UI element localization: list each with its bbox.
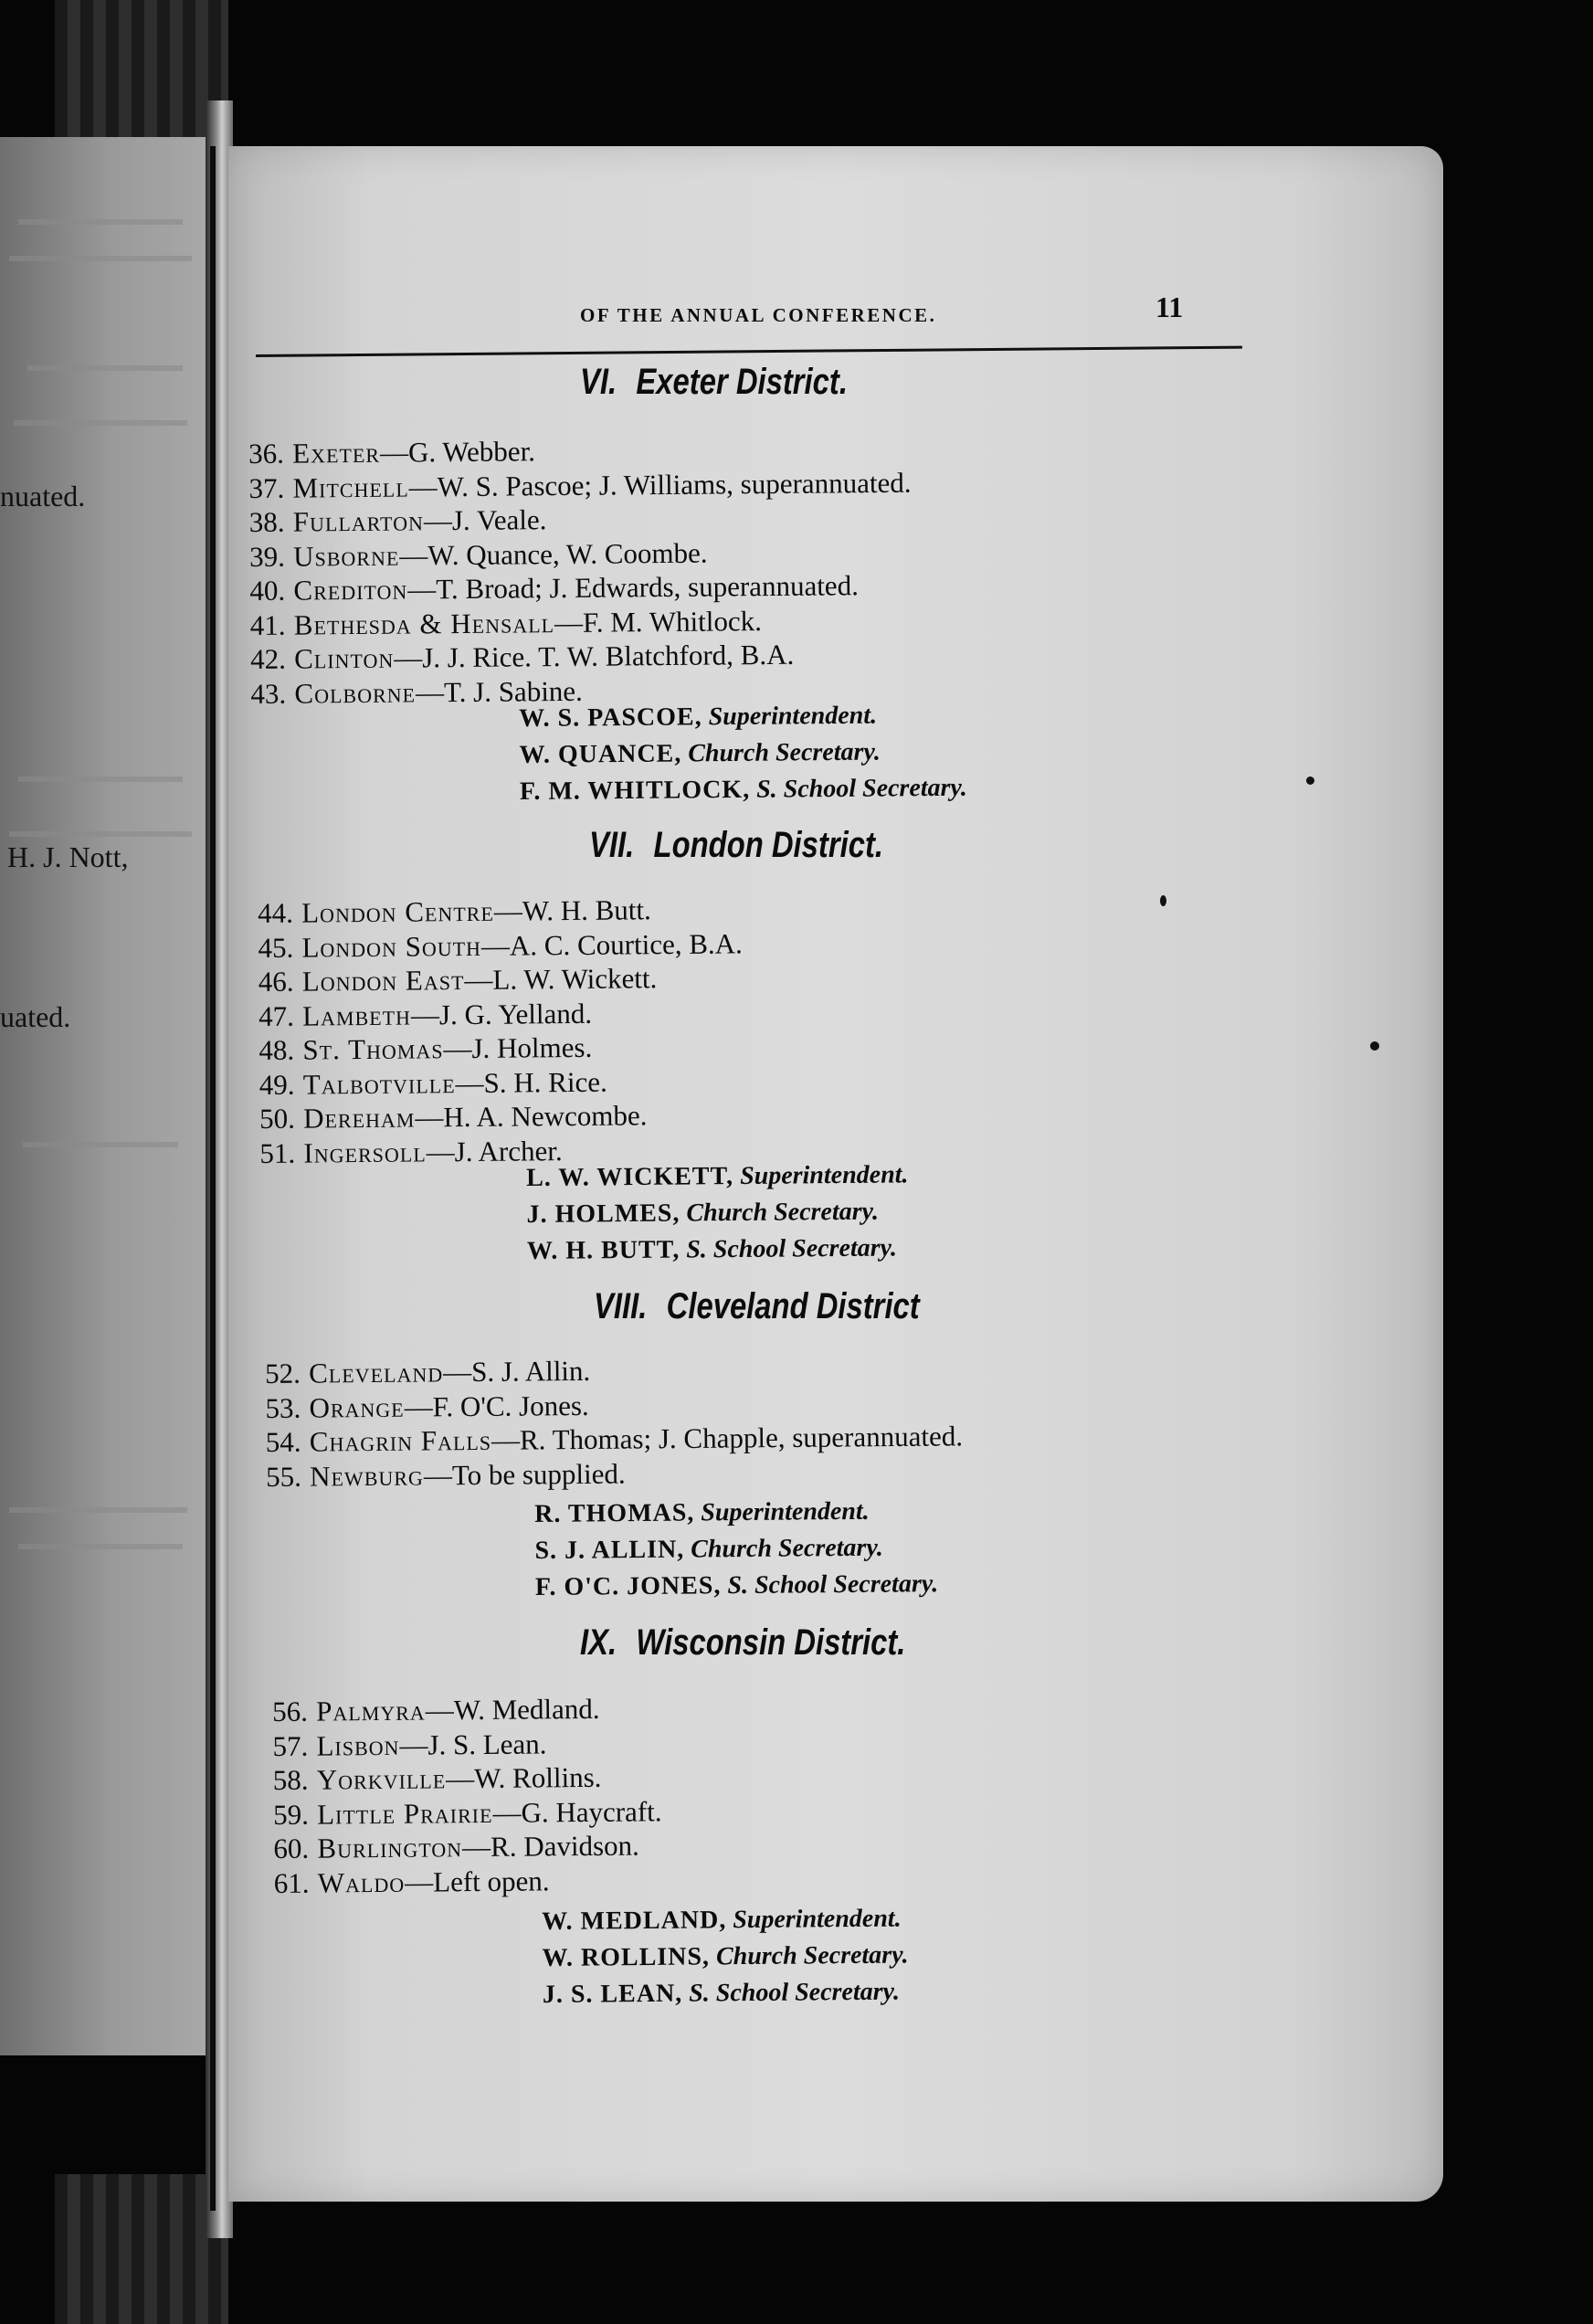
circuit-list	[258, 892, 744, 1170]
circuit-number: 51.	[259, 1136, 296, 1169]
circuit-number: 59.	[272, 1798, 310, 1831]
circuit-number: 46.	[258, 965, 294, 998]
district-officer	[527, 1230, 910, 1270]
officer-name: W. ROLLINS,	[542, 1942, 711, 1972]
circuit-number: 44.	[258, 896, 294, 929]
officer-name: W. MEDLAND,	[542, 1906, 727, 1936]
header-rule	[256, 346, 1242, 357]
district-heading	[594, 1286, 920, 1327]
binding-top	[55, 0, 228, 137]
station-name: Orange	[309, 1390, 405, 1424]
officer-name: R. THOMAS,	[534, 1498, 695, 1528]
ministers: —J. Veale.	[423, 503, 547, 537]
left-page-fragment: uated.	[0, 1000, 71, 1033]
district-officer	[542, 1937, 908, 1976]
ministers: —F. M. Whitlock.	[554, 604, 763, 639]
circuit-entry	[258, 1029, 744, 1067]
district-name: Wisconsin District.	[636, 1622, 906, 1663]
station-name: Usborne	[292, 539, 400, 573]
circuit-entry	[248, 465, 911, 505]
district-officer	[520, 770, 967, 810]
officer-role: S. School Secretary.	[689, 1977, 901, 2008]
circuit-number: 43.	[250, 677, 287, 710]
officer-name: W. QUANCE,	[519, 739, 682, 769]
officer-list	[542, 1901, 909, 2013]
ministers: —S. J. Allin.	[442, 1354, 591, 1389]
station-name: Palmyra	[316, 1694, 426, 1727]
circuit-entry	[266, 1453, 964, 1494]
left-page-edge	[0, 137, 206, 2055]
station-name: Colborne	[294, 675, 417, 710]
circuit-number: 39.	[248, 540, 286, 573]
circuit-number: 56.	[272, 1695, 309, 1727]
officer-role: Superintendent.	[733, 1904, 902, 1935]
circuit-entry	[249, 568, 912, 608]
district-heading	[580, 362, 848, 403]
circuit-entry	[258, 926, 743, 965]
binding-bottom	[55, 2174, 228, 2324]
ministers: —R. Thomas; J. Chapple, superannuated.	[491, 1420, 964, 1456]
ministers: —W. S. Pascoe; J. Williams, superannuated.	[408, 466, 912, 502]
district-officer	[534, 1493, 938, 1533]
circuit-number: 58.	[272, 1763, 309, 1796]
circuit-entry	[273, 1828, 662, 1865]
station-name: London East	[301, 964, 465, 998]
officer-role: Church Secretary.	[691, 1533, 883, 1564]
district-officer	[526, 1157, 909, 1197]
ministers: —W. Rollins.	[446, 1760, 602, 1795]
circuit-number: 49.	[258, 1068, 295, 1101]
ministers: —T. Broad; J. Edwards, superannuated.	[407, 569, 860, 606]
ministers: —A. C. Courtice, B.A.	[480, 926, 743, 962]
district-name: London District.	[653, 825, 883, 865]
district-officer	[526, 1193, 909, 1233]
circuit-entry	[259, 1097, 744, 1136]
officer-name: W. H. BUTT,	[526, 1235, 680, 1265]
station-name: Bethesda & Hensall	[293, 606, 555, 641]
station-name: Dereham	[302, 1101, 416, 1135]
circuit-number: 60.	[273, 1832, 310, 1864]
ministers: —W. Quance, W. Coombe.	[399, 536, 708, 572]
circuit-entry	[258, 995, 744, 1033]
officer-name: J. HOLMES,	[526, 1199, 680, 1229]
station-name: London Centre	[301, 894, 494, 929]
officer-name: F. O'C. JONES,	[534, 1571, 722, 1601]
ministers: —S. H. Rice.	[455, 1065, 607, 1099]
circuit-number: 41.	[249, 608, 286, 641]
spine-gutter	[210, 146, 216, 2211]
officer-name: L. W. WICKETT,	[526, 1162, 734, 1192]
circuit-number: 42.	[249, 642, 287, 675]
ink-speck	[1306, 776, 1314, 785]
station-name: Burlington	[317, 1831, 463, 1864]
station-name: Lambeth	[301, 998, 412, 1032]
circuit-number: 55.	[265, 1460, 302, 1493]
ministers: —J. J. Rice. T. W. Blatchford, B.A.	[394, 638, 795, 674]
circuit-number: 54.	[265, 1425, 301, 1458]
circuit-entry	[258, 960, 744, 998]
station-name: Ingersoll	[303, 1135, 427, 1169]
left-page-fragment: nuated.	[0, 480, 86, 512]
ministers: —T. J. Sabine.	[415, 674, 583, 708]
officer-role: Church Secretary.	[688, 737, 881, 768]
circuit-number: 38.	[248, 505, 285, 538]
district-heading	[589, 825, 883, 866]
circuit-entry	[249, 500, 912, 540]
page-number: 11	[1155, 290, 1184, 323]
district-officer	[519, 734, 966, 774]
circuit-number: 40.	[249, 574, 286, 607]
circuit-number: 50.	[258, 1102, 296, 1135]
ministers: —W. H. Butt.	[493, 893, 651, 927]
station-name: Mitchell	[292, 470, 409, 504]
station-name: London South	[301, 929, 482, 964]
circuit-number: 48.	[258, 1033, 295, 1066]
district-name: Cleveland District	[666, 1286, 920, 1326]
ministers: —J. G. Yelland.	[410, 997, 593, 1031]
officer-role: S. School Secretary.	[755, 773, 968, 804]
ministers: —J. Holmes.	[443, 1030, 593, 1065]
running-head: OF THE ANNUAL CONFERENCE.	[580, 304, 937, 326]
station-name: Crediton	[293, 573, 408, 607]
station-name: Yorkville	[316, 1762, 447, 1796]
circuit-entry	[272, 1691, 661, 1728]
officer-name: S. J. ALLIN,	[534, 1535, 685, 1565]
officer-role: Church Secretary.	[715, 1940, 909, 1971]
district-name: Exeter District.	[636, 362, 848, 402]
circuit-number: 37.	[248, 471, 285, 504]
circuit-number: 45.	[258, 931, 294, 964]
station-name: Chagrin Falls	[309, 1423, 492, 1458]
circuit-number: 47.	[258, 999, 295, 1032]
book-page	[228, 146, 1443, 2202]
district-numeral: VI.	[580, 362, 617, 402]
circuit-number: 61.	[273, 1866, 310, 1899]
circuit-number: 53.	[265, 1391, 301, 1424]
circuit-entry	[250, 602, 913, 642]
circuit-list	[265, 1350, 964, 1494]
circuit-entry	[249, 533, 912, 574]
circuit-entry	[273, 1794, 662, 1832]
station-name: Newburg	[309, 1458, 425, 1493]
station-name: Fullarton	[292, 504, 425, 538]
district-officer	[519, 697, 966, 737]
ministers: —H. A. Newcombe.	[415, 1099, 648, 1134]
ministers: —W. Medland.	[425, 1692, 600, 1727]
district-officer	[535, 1566, 939, 1606]
circuit-number: 36.	[248, 437, 285, 470]
station-name: Little Prairie	[316, 1796, 493, 1831]
ministers: —J. Archer.	[426, 1134, 563, 1167]
district-numeral: VIII.	[594, 1286, 648, 1326]
circuit-list	[248, 431, 913, 711]
ministers: —R. Davidson.	[461, 1829, 639, 1864]
circuit-number: 52.	[265, 1357, 301, 1389]
circuit-entry	[274, 1863, 663, 1900]
circuit-entry	[250, 637, 913, 677]
officer-name: W. S. PASCOE,	[519, 702, 702, 733]
circuit-list	[272, 1691, 662, 1900]
circuit-number: 57.	[272, 1729, 309, 1762]
circuit-entry	[248, 431, 911, 471]
ministers: —L. W. Wickett.	[464, 962, 658, 997]
officer-role: Superintendent.	[708, 701, 878, 732]
left-page-fragment: H. J. Nott,	[7, 840, 129, 873]
circuit-entry	[258, 892, 743, 930]
officer-list	[534, 1493, 938, 1606]
officer-list	[519, 697, 967, 810]
ink-speck	[1370, 1041, 1379, 1051]
circuit-entry	[259, 1063, 744, 1102]
district-heading	[580, 1622, 905, 1664]
ministers: —J. S. Lean.	[399, 1727, 547, 1761]
station-name: St. Thomas	[302, 1032, 444, 1066]
station-name: Waldo	[317, 1865, 406, 1899]
ministers: —Left open.	[405, 1864, 550, 1898]
station-name: Exeter	[292, 436, 381, 470]
officer-list	[526, 1157, 909, 1270]
officer-role: Church Secretary.	[686, 1197, 880, 1228]
ministers: —G. Webber.	[379, 435, 536, 469]
district-officer	[543, 1973, 909, 2012]
circuit-entry	[272, 1726, 661, 1763]
district-officer	[542, 1901, 908, 1940]
district-officer	[534, 1529, 938, 1569]
officer-role: S. School Secretary.	[686, 1233, 898, 1264]
officer-name: J. S. LEAN,	[542, 1979, 683, 2009]
station-name: Clinton	[293, 641, 395, 675]
circuit-entry	[273, 1759, 662, 1797]
circuit-entry	[266, 1419, 964, 1459]
station-name: Cleveland	[309, 1356, 444, 1389]
ministers: —G. Haycraft.	[492, 1794, 662, 1829]
district-numeral: VII.	[589, 825, 635, 865]
ministers: —To be supplied.	[423, 1457, 626, 1491]
district-numeral: IX.	[580, 1622, 617, 1663]
officer-role: S. School Secretary.	[727, 1569, 939, 1600]
ministers: —F. O'C. Jones.	[404, 1389, 589, 1423]
ink-speck	[1160, 895, 1166, 906]
station-name: Lisbon	[316, 1728, 400, 1762]
officer-role: Superintendent.	[701, 1496, 870, 1527]
officer-name: F. M. WHITLOCK,	[519, 775, 751, 806]
station-name: Talbotville	[302, 1066, 456, 1101]
officer-role: Superintendent.	[739, 1160, 909, 1190]
